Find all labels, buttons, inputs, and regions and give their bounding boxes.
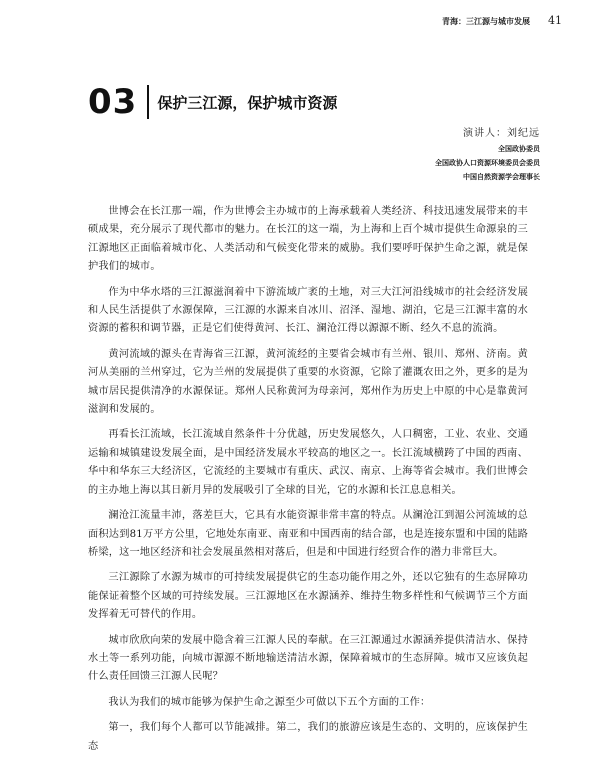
paragraph: 黄河流域的源头在青海省三江源，黄河流经的主要省会城市有兰州、银川、郑州、济南。黄河从美丽的兰州穿过，它为兰州的发展提供了重要的水资源，它除了灌溉农田之外，更多的是为城市居民提供清净的水源保证。郑州人民称黄河为母亲河，郑州作为历史上中原的中心是靠黄河滋润和发展的。 [88, 348, 528, 416]
speaker-affiliation: 全国政协人口资源环境委员会委员 [435, 158, 540, 167]
running-header [442, 14, 562, 27]
speaker-affiliation: 全国政协委员 [498, 144, 540, 153]
paragraph: 世博会在长江那一端，作为世博会主办城市的上海承载着人类经济、科技迅速发展带来的丰硕成果，充分展示了现代都市的魅力。在长江的这一端，为上海和上百个城市提供生命源泉的三江源地区正面临着城市化、人类活动和气候变化带来的威胁。我们要呼吁保护生命之源，就是保护我们的城市。 [88, 206, 528, 273]
speaker-affiliation: 中国自然资源学会理事长 [463, 172, 540, 181]
chapter-title: 保护三江源，保护城市资源 [157, 93, 338, 112]
paragraph: 第一，我们每个人都可以节能减排。第二，我们的旅游应该是生态的、文明的，应该保护生态 [88, 722, 528, 752]
chapter-divider [147, 85, 149, 119]
paragraph: 再看长江流域，长江流域自然条件十分优越，历史发展悠久，人口稠密，工业、农业、交通运输和城镇建设发展全面，是中国经济发展水平较高的地区之一。长江流域横跨了中国的西南、华中和华东三大经济区，它流经的主要城市有重庆、武汉、南京、上海等省会城市。我们世博会的主办地上海以其日新月异的发展吸引了全球的目光，它的水源和长江息息相关。 [88, 429, 528, 496]
chapter-number: 03 [88, 82, 138, 122]
paragraph: 澜沧江流量丰沛，落差巨大，它具有水能资源非常丰富的特点。从澜沧江到湄公河流域的总面积达到81万平方公里，它地处东南亚、南亚和中国西南的结合部，也是连接东盟和中国的陆路桥梁，这一地区经济和社会发展虽然相对落后，但是和中国进行经贸合作的潜力非常巨大。 [88, 510, 528, 558]
article-body [88, 203, 528, 763]
running-title: 青海：三江源与城市发展 [442, 16, 530, 26]
paragraph: 三江源除了水源为城市的可持续发展提供它的生态功能作用之外，还以它独有的生态屏障功能保证着整个区域的可持续发展。三江源地区在水源涵养、维持生物多样性和气候调节三个方面发挥着无可替代的作用。 [88, 572, 528, 621]
paragraph: 城市欣欣向荣的发展中隐含着三江源人民的奉献。在三江源通过水源涵养提供清洁水、保持水土等一系列功能，向城市源源不断地输送清洁水源，保障着城市的生态屏障。城市又应该负起什么责任回馈三江源人民呢？ [88, 634, 528, 683]
paragraph: 我认为我们的城市能够为保护生命之源至少可做以下五个方面的工作： [108, 696, 431, 708]
chapter-heading [88, 82, 337, 122]
paragraph: 作为中华水塔的三江源滋润着中下游流域广袤的土地，对三大江河沿线城市的社会经济发展和人民生活提供了水源保障，三江源的水源来自冰川、沼泽、湿地、湖泊，它是三江源丰富的水资源的蓄积和调节器，正是它们使得黄河、长江、澜沧江得以源源不断、经久不息的流淌。 [88, 286, 528, 335]
page-number: 41 [548, 14, 562, 27]
speaker-line: 演讲人：刘纪远 [463, 128, 540, 139]
